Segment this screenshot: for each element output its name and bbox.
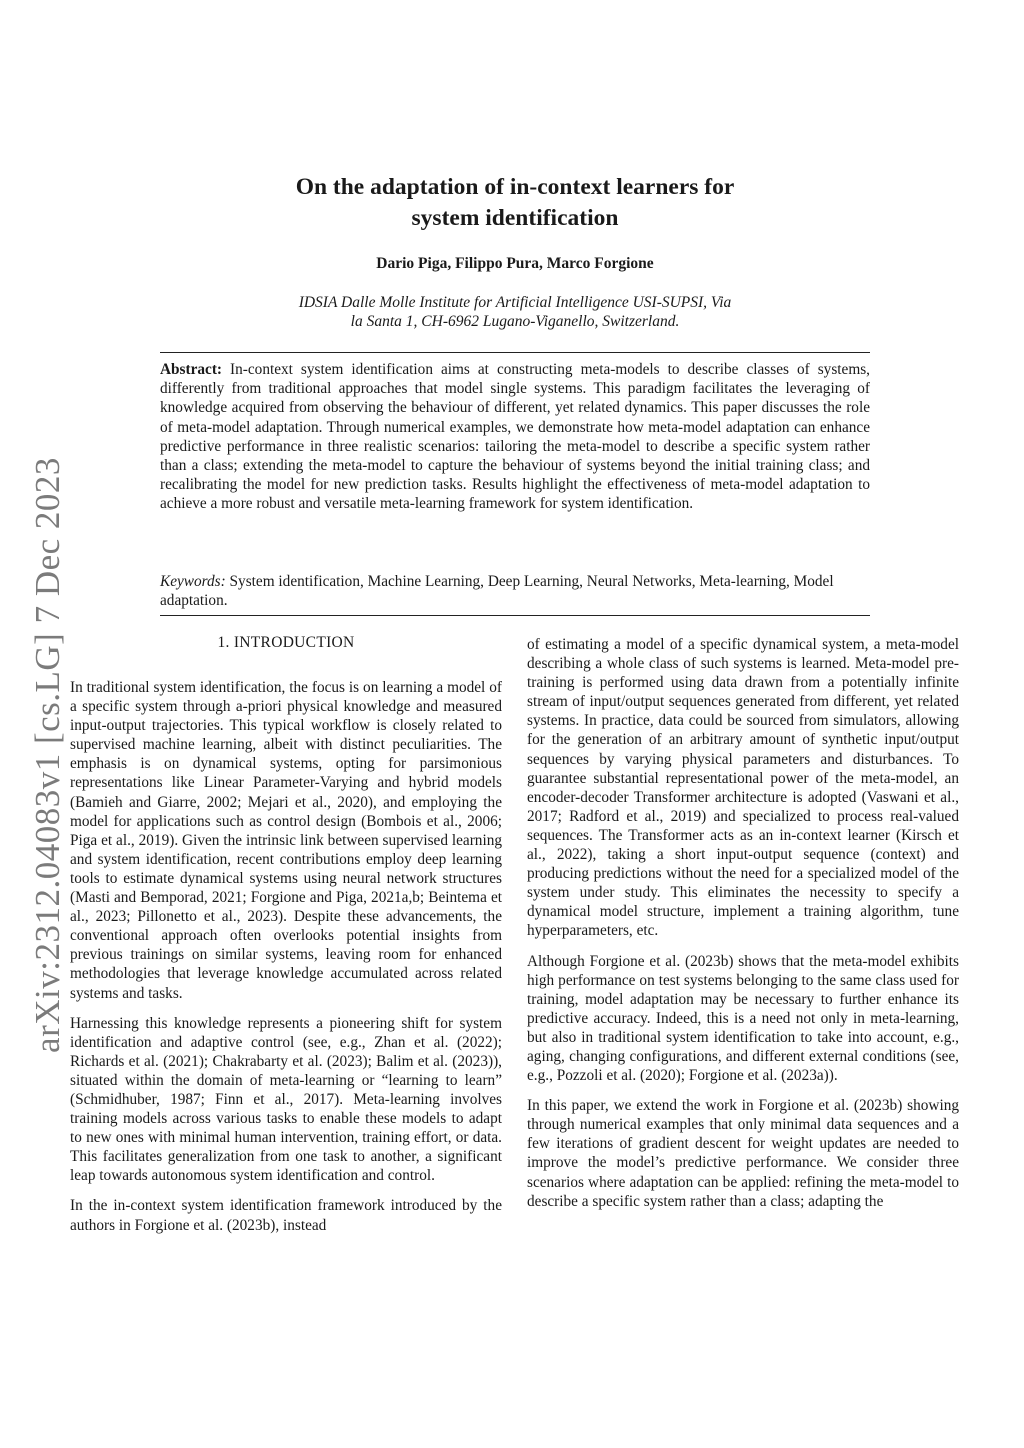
abstract-text: In-context system identification aims at constructing meta-models to describe classes of systems, differently from traditional approaches that model single systems. This paradigm facilitates the leveraging of knowledge acquired from observing the behaviour of different, yet related dynamics. This paper discusses the role of meta-model adaptation. Through numerical examples, we demonstrate how meta-model adaptation can enhance predictive performance in three realistic scenarios: tailoring the meta-model to describe a specific system rather than a class; extending the meta-model to capture the behaviour of systems beyond the initial training class; and recalibrating the model for new prediction tasks. Results highlight the effectiveness of meta-model adaptation to achieve a more robust and versatile meta-learning framework for system identification. bbox=[160, 361, 870, 513]
paragraph: Harnessing this knowledge represents a pioneering shift for system identification and adaptive control (see, e.g., Zhan et al. (2022); Richards et al. (2021); Chakrabarty et al. (2023); Balim et al. (2023)), situated within the domain of meta-learning or “learning to learn” (Schmidhuber, 1987; Finn et al., 2017). Meta-learning involves training models across various tasks to enable these models to adapt to new ones with minimal human intervention, training effort, or data. This facilitates generalization from one task to another, a significant leap towards autonomous system identification and control. bbox=[70, 1014, 502, 1185]
affiliation-line-1: IDSIA Dalle Molle Institute for Artificial Intelligence USI-SUPSI, Via bbox=[298, 294, 732, 311]
title-line-2: system identification bbox=[411, 205, 619, 231]
paper-title bbox=[160, 172, 870, 234]
title-line-1: On the adaptation of in-context learners for bbox=[295, 174, 735, 200]
keywords-bottom-rule bbox=[160, 615, 870, 616]
abstract-label: Abstract: bbox=[160, 361, 223, 378]
paragraph: In this paper, we extend the work in Forgione et al. (2023b) showing through numerical examples that only minimal data sequences and a few iterations of gradient descent for weight updates are needed to improve the model’s predictive performance. We consider three scenarios where adaptation can be applied: refining the meta-model to describe a specific system rather than a class; adapting the bbox=[527, 1097, 959, 1210]
keywords-label: Keywords: bbox=[160, 573, 226, 590]
keywords bbox=[160, 572, 870, 610]
abstract-top-rule bbox=[160, 352, 870, 353]
left-column bbox=[70, 678, 502, 1246]
paragraph: Although Forgione et al. (2023b) shows that the meta-model exhibits high performance on test systems belonging to the same class used for training, model adaptation may be necessary to further enhance its predictive accuracy. Indeed, this is a need not only in meta-learning, but also in traditional system identification to take into account, e.g., aging, changing configurations, and different external conditions (see, e.g., Pozzoli et al. (2020); Forgione et al. (2023a)). bbox=[527, 952, 959, 1085]
authors: Dario Piga, Filippo Pura, Marco Forgione bbox=[376, 255, 654, 272]
paragraph: In traditional system identification, the focus is on learning a model of a specific system through a-priori physical knowledge and measured input-output trajectories. This typical workflow is closely related to supervised machine learning, albeit with distinct peculiarities. The emphasis is on dynamical systems, opting for parsimonious representations like Linear Parameter-Varying and hybrid models (Bamieh and Giarre, 2002; Mejari et al., 2020), and employing the model for applications such as control design (Bombois et al., 2006; Piga et al., 2019). Given the intrinsic link between supervised learning and system identification, recent contributions employ deep learning tools to estimate dynamical systems using neural network structures (Masti and Bemporad, 2021; Forgione and Piga, 2021a,b; Beintema et al., 2023; Pillonetto et al., 2023). Despite these advancements, the conventional approach often overlooks potential insights from previous trainings on similar systems, leaving room for enhanced methodologies that leverage knowledge accumulated across related systems and tasks. bbox=[70, 679, 502, 1002]
paragraph: In the in-context system identification framework introduced by the authors in Forgione et al. (2023b), instead bbox=[70, 1197, 502, 1234]
affiliation-line-2: la Santa 1, CH-6962 Lugano-Viganello, Switzerland. bbox=[350, 313, 680, 330]
right-column bbox=[527, 635, 959, 1222]
abstract bbox=[160, 360, 870, 514]
section-heading-introduction: 1. INTRODUCTION bbox=[217, 634, 355, 651]
arxiv-sidebar-stamp bbox=[18, 455, 78, 1055]
affiliation bbox=[230, 293, 800, 331]
paragraph: of estimating a model of a specific dynamical system, a meta-model describing a whole class of such systems is learned. Meta-model pre-training is performed using data drawn from a potentially infinite stream of input/output sequences generated from different, yet related systems. In practice, data could be sourced from simulators, allowing for the generation of an arbitrary amount of synthetic input/output sequences by varying physical parameters and disturbances. To guarantee substantial representational power of the meta-model, an encoder-decoder Transformer architecture is adopted (Vaswani et al., 2017; Radford et al., 2019) and specialized to process real-valued sequences. The Transformer acts as an in-context learner (Kirsch et al., 2022), taking a short input-output sequence (context) and producing predictions without the need for a specialized model of the system under study. This eliminates the necessity to specify a dynamical model structure, implement a training algorithm, tune hyperparameters, etc. bbox=[527, 636, 959, 940]
arxiv-id: arXiv:2312.04083v1 [cs.LG] 7 Dec 2023 bbox=[28, 457, 68, 1053]
keywords-text: System identification, Machine Learning, Deep Learning, Neural Networks, Meta-learning, Model adaptation. bbox=[160, 573, 834, 610]
